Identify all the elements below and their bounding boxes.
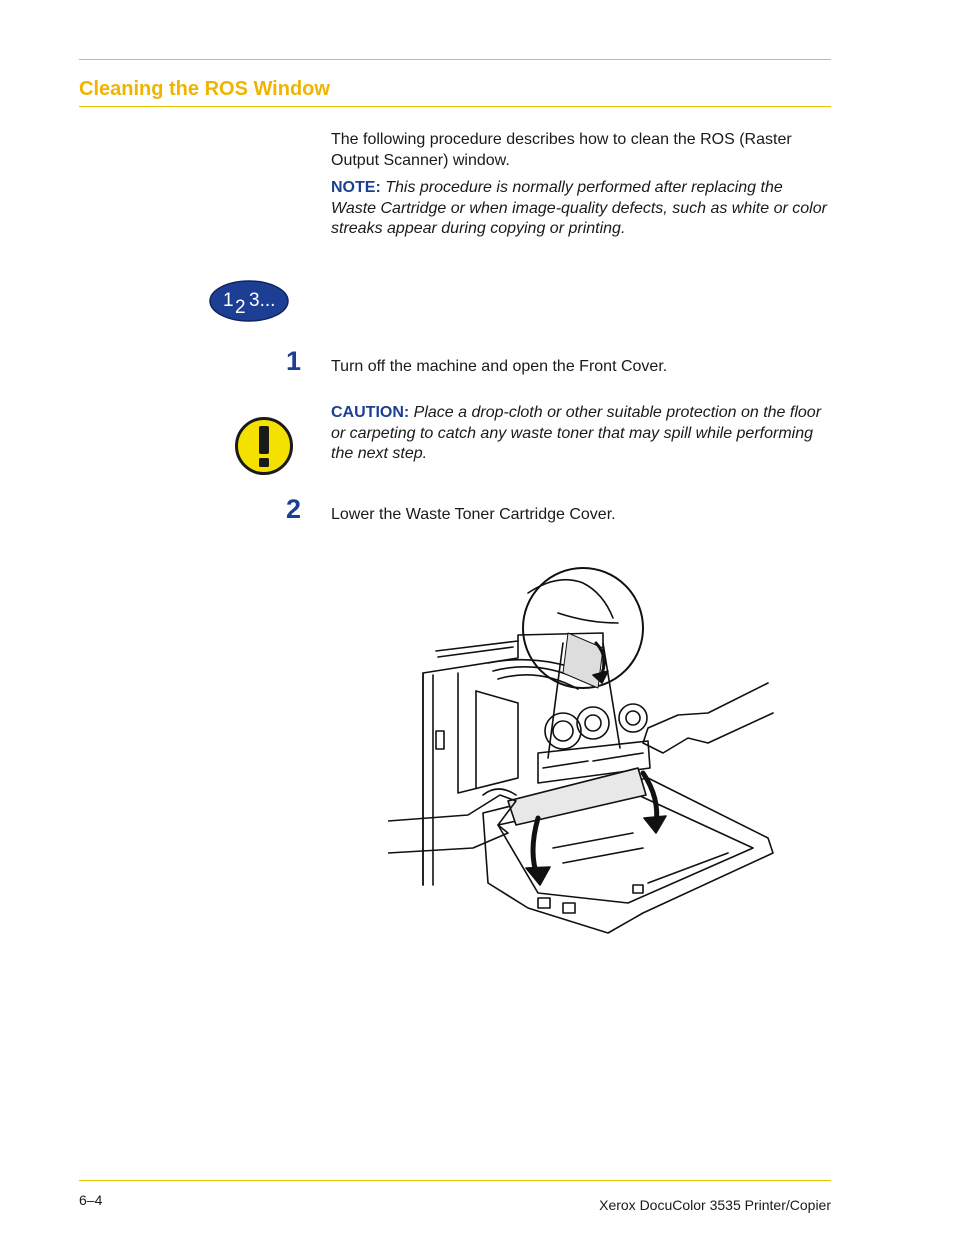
footer-rule — [79, 1180, 831, 1181]
step-1-number: 1 — [286, 346, 302, 376]
exclamation-icon — [234, 416, 294, 476]
caution-text: Place a drop-cloth or other suitable protection on the floor or carpeting to catch any waste toner that may spill while performing the next step. — [331, 404, 822, 462]
step-2-number: 2 — [286, 494, 302, 524]
intro-paragraph: The following procedure describes how to clean the ROS (Raster Output Scanner) window. — [331, 131, 792, 169]
note-text: This procedure is normally performed after replacing the Waste Cartridge or when image-quality defects, such as white or color streaks appear during copying or printing. — [331, 179, 827, 237]
section-title: Cleaning the ROS Window — [79, 78, 330, 100]
caution-label: CAUTION: — [331, 404, 410, 421]
step-2-text: Lower the Waste Toner Cartridge Cover. — [331, 506, 616, 523]
title-underline — [79, 106, 831, 107]
footer-product-name: Xerox DocuColor 3535 Printer/Copier — [599, 1197, 831, 1213]
page-number: 6–4 — [79, 1192, 103, 1208]
note-paragraph — [331, 178, 831, 240]
waste-toner-cover-illustration — [388, 563, 780, 945]
steps-badge-3: 3... — [249, 290, 276, 311]
caution-paragraph — [331, 403, 831, 465]
steps-badge-1: 1 — [223, 290, 234, 311]
note-label: NOTE: — [331, 179, 381, 196]
step-1-text: Turn off the machine and open the Front Cover. — [331, 358, 668, 375]
steps-badge-2: 2 — [235, 297, 246, 318]
numbered-steps-icon — [209, 280, 289, 322]
top-rule — [79, 59, 831, 60]
